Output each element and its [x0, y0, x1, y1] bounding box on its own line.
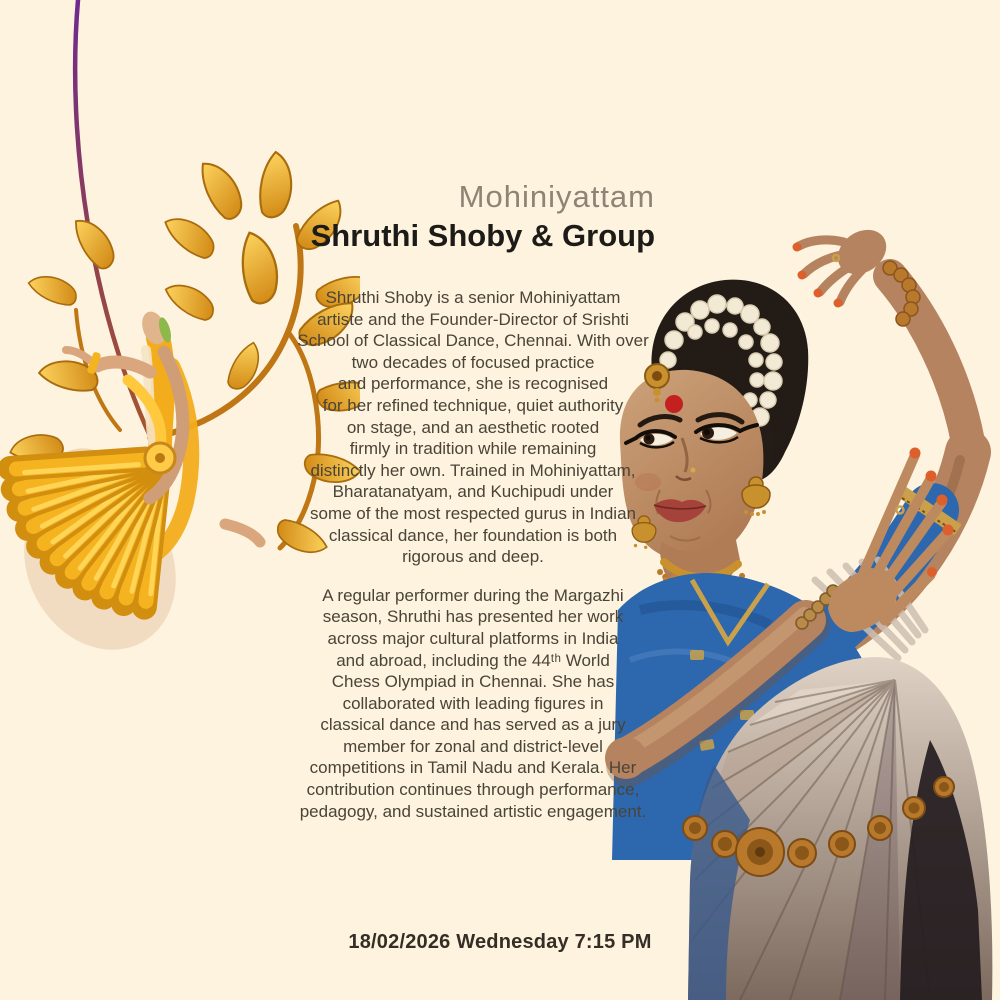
bio-paragraph-2: A regular performer during the Margazhi season, Shruthi has presented her work across major cultural platforms in India and abroad, including the 44ᵗʰ World Chess Olympiad in Chennai. She has collaborated with leading figures in classical dance and has served as a jury member for zonal and district-level competitions in Tamil Nadu and Kerala. Her contribution continues through performance, pedagogy, and sustained artistic engagement. — [299, 585, 647, 821]
event-datetime: 18/02/2026 Wednesday 7:15 PM — [348, 931, 652, 953]
bio-paragraph-1: Shruthi Shoby is a senior Mohiniyattam artiste and the Founder-Director of Srishti School of Classical Dance, Chennai. With over two decades of focused practice and performance, she is recognised for her refined technique, quiet authority on stage, and an aesthetic rooted firmly in tradition while remaining distinctly her own. Trained in Mohiniyattam, Bharatanatyam, and Kuchipudi under some of the most respected gurus in Indian classical dance, her foundation is both rigorous and deep. — [297, 288, 649, 567]
poster-header — [311, 180, 655, 254]
bio-text — [282, 287, 664, 839]
golden-dancer-figure-icon — [0, 308, 260, 676]
performer-name: Shruthi Shoby & Group — [310, 218, 655, 253]
front-hand-mudra — [828, 448, 954, 633]
nose-stud — [691, 468, 696, 473]
bindi — [665, 395, 683, 413]
dance-form-title: Mohiniyattam — [458, 179, 655, 214]
